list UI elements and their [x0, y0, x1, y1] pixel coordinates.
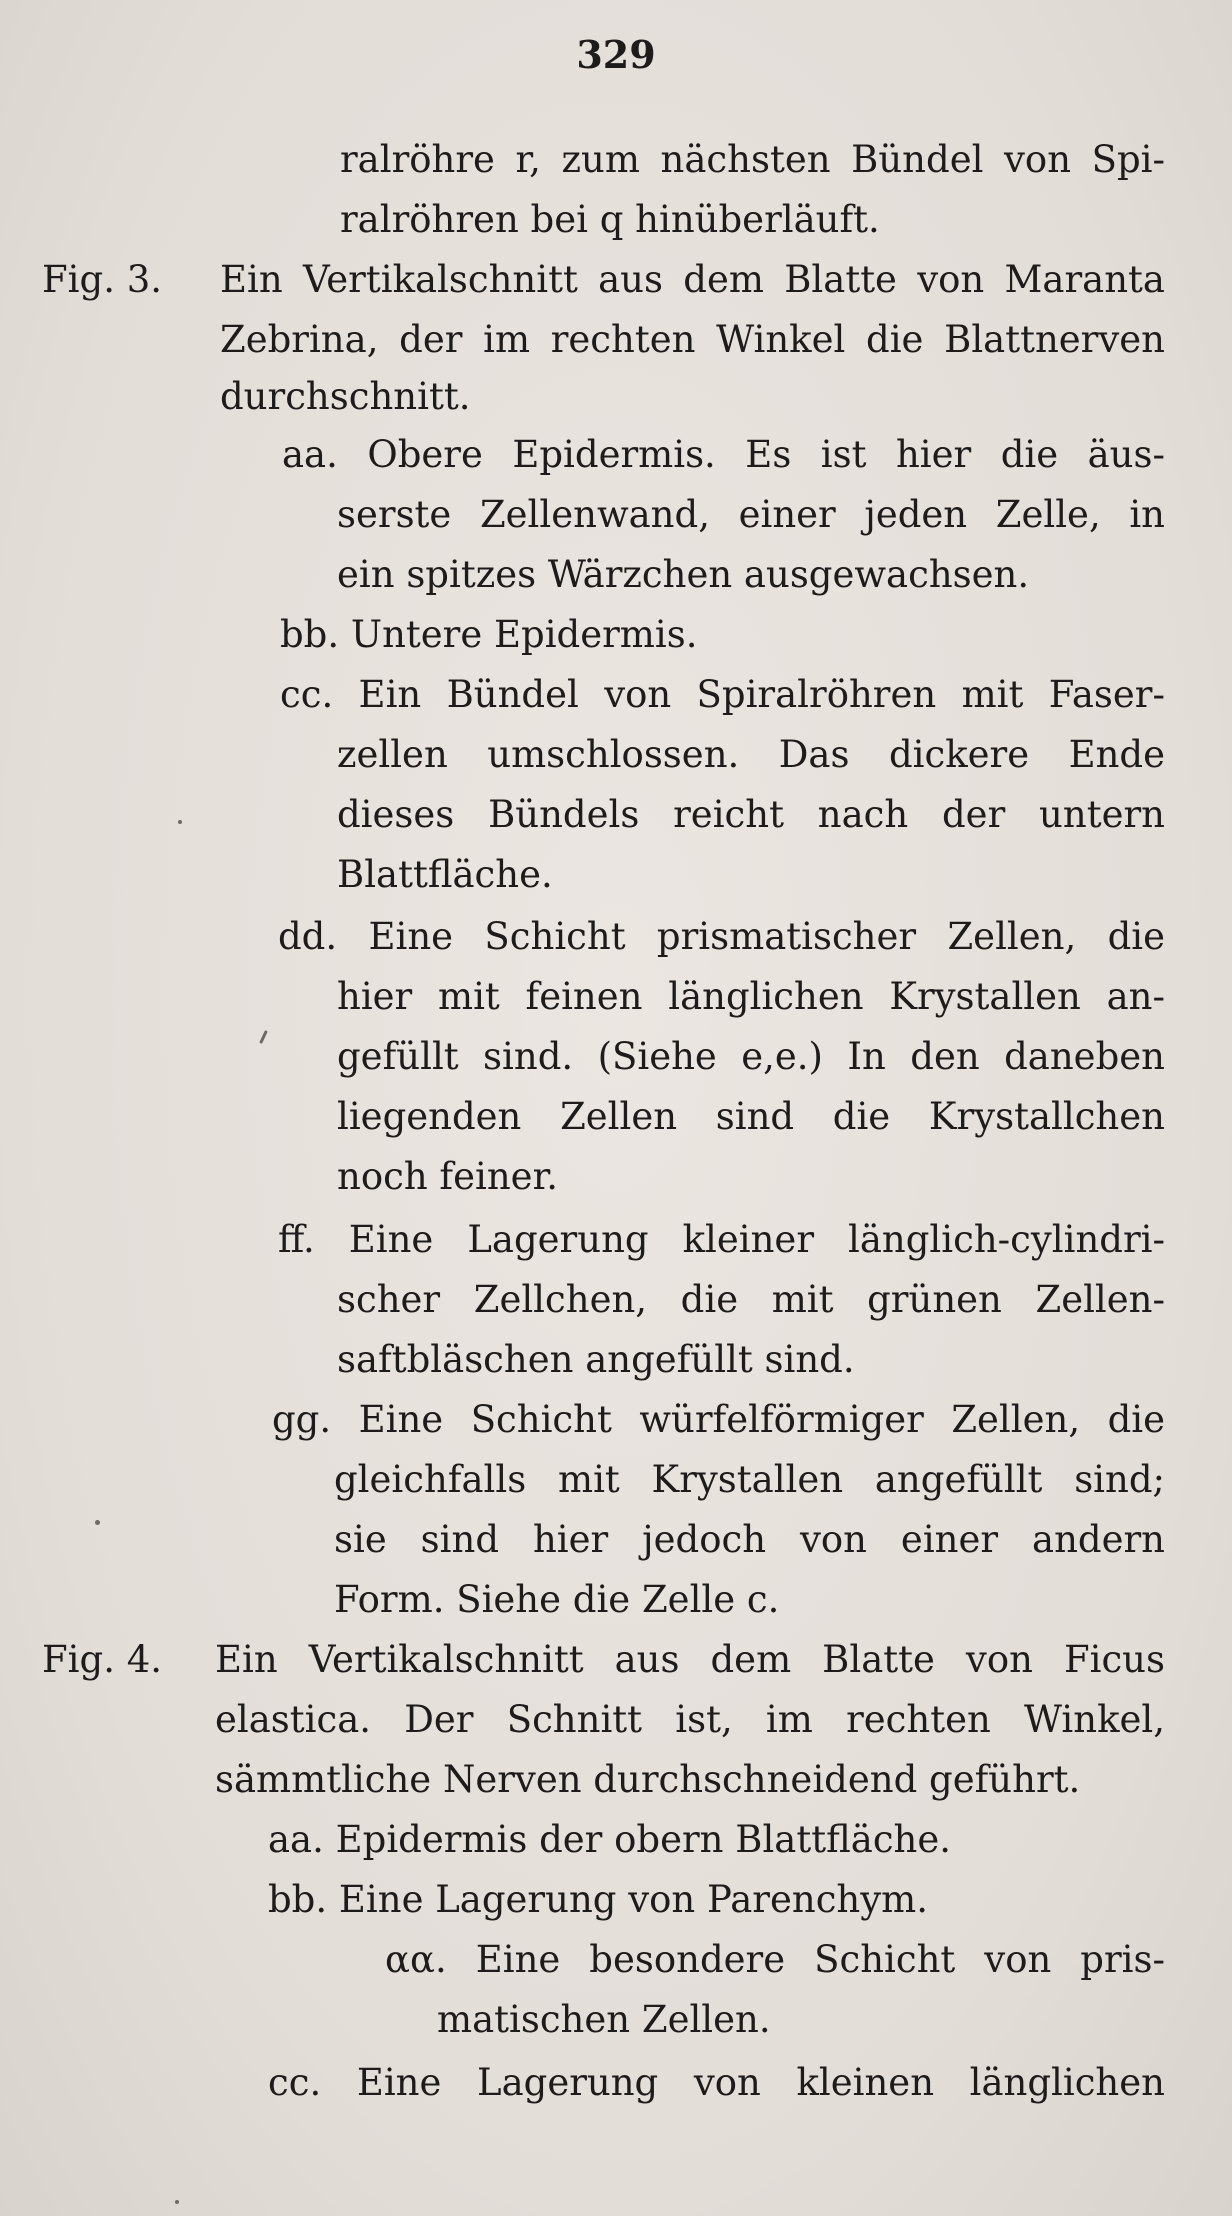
text-line: durchschnitt. [220, 375, 471, 418]
text-line: Form. Siehe die Zelle c. [334, 1578, 780, 1621]
text-line: cc. Ein Bündel von Spiralröhren mit Faser- [280, 673, 1165, 716]
paper-speck [95, 1520, 100, 1525]
figure-label: Fig. 3. [42, 258, 163, 301]
paper-speck [175, 2200, 179, 2204]
text-line: bb. Untere Epidermis. [280, 613, 698, 656]
text-line: ralröhre r, zum nächsten Bündel von Spi- [340, 138, 1165, 181]
text-line: saftbläschen angefüllt sind. [337, 1338, 855, 1381]
text-line: sämmtliche Nerven durchschneidend geführt. [215, 1758, 1081, 1801]
page-number: 329 [576, 32, 656, 77]
text-line: scher Zellchen, die mit grünen Zellen- [337, 1278, 1165, 1321]
text-line: Zebrina, der im rechten Winkel die Blattnerven [220, 318, 1165, 361]
text-line: αα. Eine besondere Schicht von pris- [385, 1938, 1165, 1981]
text-line: ff. Eine Lagerung kleiner länglich-cylindri- [278, 1218, 1165, 1261]
paper-speck [259, 1030, 268, 1044]
text-line: aa. Obere Epidermis. Es ist hier die äus- [282, 433, 1165, 476]
paper-speck [178, 820, 182, 824]
text-line: gg. Eine Schicht würfelförmiger Zellen, die [272, 1398, 1165, 1441]
text-line: zellen umschlossen. Das dickere Ende [337, 733, 1165, 776]
text-line: dieses Bündels reicht nach der untern [337, 793, 1165, 836]
text-line: serste Zellenwand, einer jeden Zelle, in [337, 493, 1165, 536]
text-line: Blattfläche. [337, 853, 553, 896]
text-line: sie sind hier jedoch von einer andern [334, 1518, 1165, 1561]
figure-label: Fig. 4. [42, 1638, 163, 1681]
text-line: gefüllt sind. (Siehe e,e.) In den daneben [337, 1035, 1165, 1078]
text-line: gleichfalls mit Krystallen angefüllt sind; [334, 1458, 1165, 1501]
text-line: elastica. Der Schnitt ist, im rechten Winkel, [215, 1698, 1165, 1741]
text-line: liegenden Zellen sind die Krystallchen [337, 1095, 1165, 1138]
text-line: bb. Eine Lagerung von Parenchym. [268, 1878, 929, 1921]
text-line: Ein Vertikalschnitt aus dem Blatte von Maranta [220, 258, 1165, 301]
text-line: noch feiner. [337, 1155, 558, 1198]
text-line: matischen Zellen. [437, 1998, 771, 2041]
text-line: aa. Epidermis der obern Blattfläche. [268, 1818, 952, 1861]
text-line: cc. Eine Lagerung von kleinen länglichen [268, 2061, 1165, 2104]
text-line: ralröhren bei q hinüberläuft. [340, 198, 880, 241]
text-line: ein spitzes Wärzchen ausgewachsen. [337, 553, 1030, 596]
text-line: dd. Eine Schicht prismatischer Zellen, die [278, 915, 1165, 958]
text-line: hier mit feinen länglichen Krystallen an- [337, 975, 1165, 1018]
text-line: Ein Vertikalschnitt aus dem Blatte von Ficus [215, 1638, 1165, 1681]
